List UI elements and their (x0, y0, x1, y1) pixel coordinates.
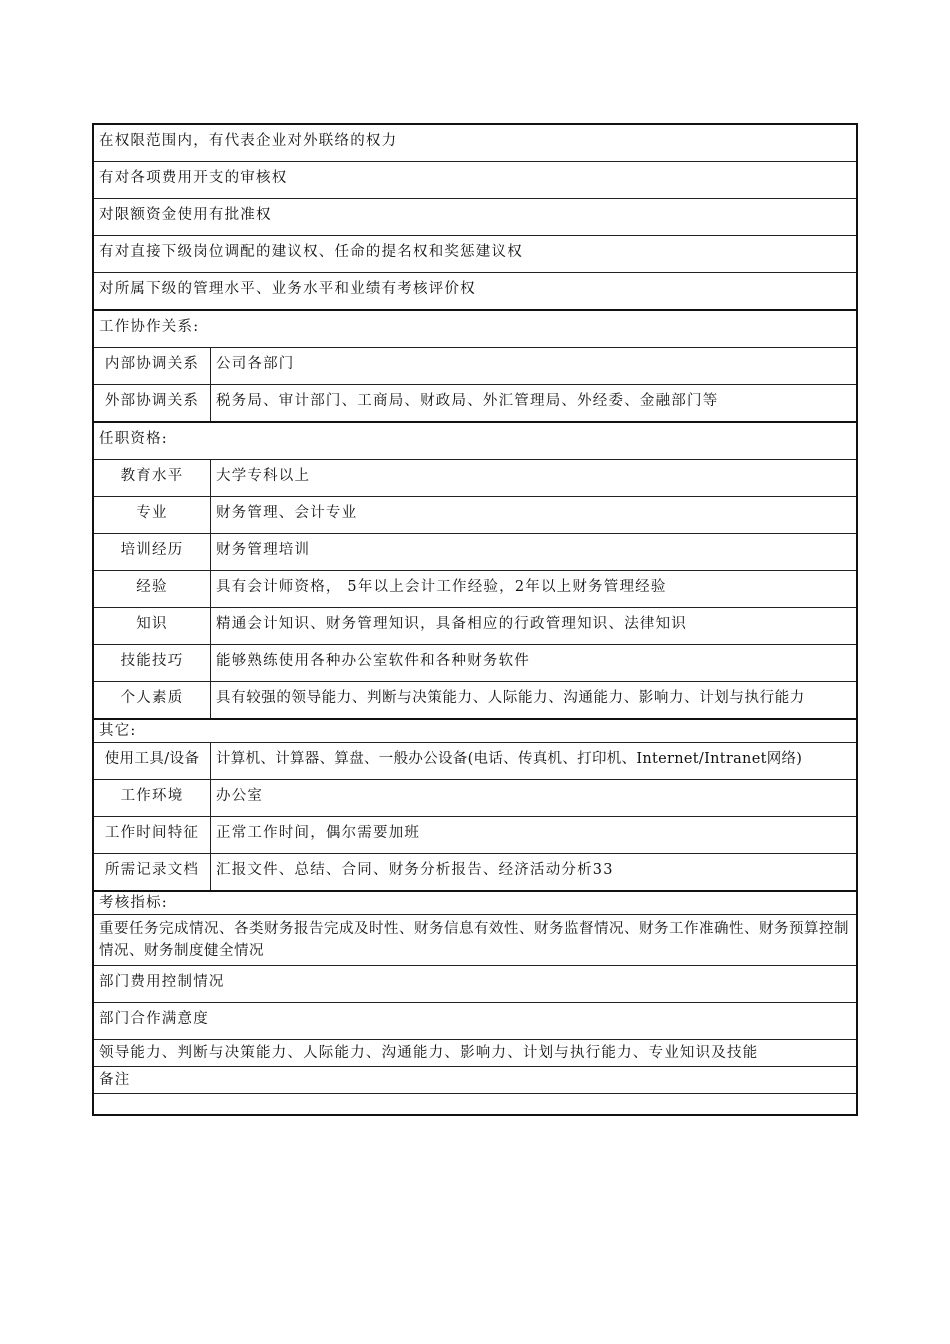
cooperation-row (94, 384, 856, 421)
qualification-row (94, 496, 856, 533)
remarks-blank-row (94, 1093, 856, 1114)
other-label: 所需记录文档 (94, 854, 211, 890)
other-value: 正常工作时间，偶尔需要加班 (216, 825, 421, 841)
authority-item: 对所属下级的管理水平、业务水平和业绩有考核评价权 (99, 281, 476, 297)
other-label: 使用工具/设备 (94, 743, 211, 779)
qualification-label: 专业 (94, 497, 211, 533)
qualification-row (94, 644, 856, 681)
qualification-value: 能够熟练使用各种办公室软件和各种财务软件 (216, 653, 530, 669)
other-heading: 其它: (99, 723, 137, 739)
cooperation-label: 内部协调关系 (94, 348, 211, 384)
qualification-row (94, 607, 856, 644)
assessment-item: 重要任务完成情况、各类财务报告完成及时性、财务信息有效性、财务监督情况、财务工作准确性、财务预算控制情况、财务制度健全情况 (99, 921, 849, 959)
qualification-value: 大学专科以上 (216, 468, 311, 484)
authority-row (94, 198, 856, 235)
qualification-label: 技能技巧 (94, 645, 211, 681)
assessment-item: 部门合作满意度 (99, 1011, 209, 1027)
qualification-label: 知识 (94, 608, 211, 644)
qualification-row (94, 459, 856, 496)
cooperation-heading-row (94, 309, 856, 347)
authority-row (94, 161, 856, 198)
qualifications-heading-row (94, 421, 856, 459)
assessment-row (94, 1039, 856, 1066)
authority-row (94, 125, 856, 161)
authority-item: 有对各项费用开支的审核权 (99, 170, 288, 186)
remarks-heading: 备注 (99, 1072, 131, 1088)
assessment-heading-row (94, 890, 856, 914)
other-label: 工作时间特征 (94, 817, 211, 853)
qualification-row (94, 681, 856, 718)
authority-row (94, 235, 856, 272)
assessment-heading: 考核指标: (99, 895, 168, 911)
other-row (94, 853, 856, 890)
other-row (94, 779, 856, 816)
authority-row (94, 272, 856, 309)
assessment-row (94, 914, 856, 965)
qualification-value: 精通会计知识、财务管理知识，具备相应的行政管理知识、法律知识 (216, 616, 687, 632)
other-value: 计算机、计算器、算盘、一般办公设备(电话、传真机、打印机、Internet/Intranet网络) (216, 751, 803, 767)
other-value: 办公室 (216, 788, 264, 804)
cooperation-label: 外部协调关系 (94, 385, 211, 421)
qualification-value: 财务管理培训 (216, 542, 311, 558)
assessment-item: 部门费用控制情况 (99, 974, 225, 990)
qualification-value: 具有较强的领导能力、判断与决策能力、人际能力、沟通能力、影响力、计划与执行能力 (216, 690, 805, 706)
qualification-row (94, 570, 856, 607)
cooperation-row (94, 347, 856, 384)
other-heading-row (94, 718, 856, 742)
other-value: 汇报文件、总结、合同、财务分析报告、经济活动分析33 (216, 862, 614, 878)
assessment-row (94, 965, 856, 1002)
assessment-item: 领导能力、判断与决策能力、人际能力、沟通能力、影响力、计划与执行能力、专业知识及技能 (99, 1045, 759, 1061)
other-label: 工作环境 (94, 780, 211, 816)
qualification-value: 财务管理、会计专业 (216, 505, 358, 521)
cooperation-heading: 工作协作关系: (99, 319, 200, 335)
qualification-label: 教育水平 (94, 460, 211, 496)
authority-item: 有对直接下级岗位调配的建议权、任命的提名权和奖惩建议权 (99, 244, 523, 260)
other-row (94, 816, 856, 853)
qualification-row (94, 533, 856, 570)
authority-item: 在权限范围内，有代表企业对外联络的权力 (99, 133, 398, 149)
assessment-row (94, 1002, 856, 1039)
cooperation-value: 税务局、审计部门、工商局、财政局、外汇管理局、外经委、金融部门等 (216, 393, 719, 409)
cooperation-value: 公司各部门 (216, 356, 295, 372)
qualifications-heading: 任职资格: (99, 431, 168, 447)
qualification-value: 具有会计师资格， 5年以上会计工作经验，2年以上财务管理经验 (216, 579, 667, 595)
remarks-heading-row (94, 1066, 856, 1093)
job-description-table (92, 123, 858, 1116)
qualification-label: 培训经历 (94, 534, 211, 570)
other-row (94, 742, 856, 779)
remarks-blank (94, 1094, 856, 1114)
authority-item: 对限额资金使用有批准权 (99, 207, 272, 223)
qualification-label: 个人素质 (94, 682, 211, 718)
qualification-label: 经验 (94, 571, 211, 607)
